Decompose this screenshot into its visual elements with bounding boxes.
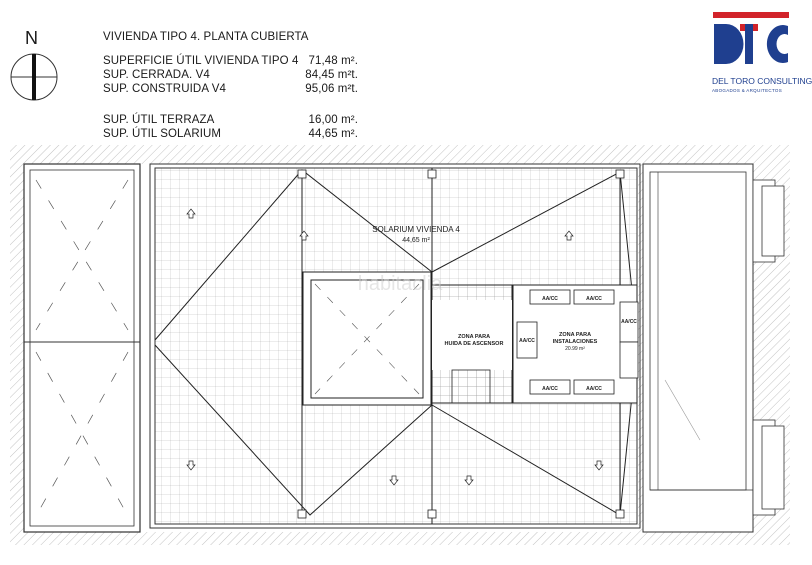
area-row — [103, 54, 363, 68]
installations-area-label: 20.99 m² — [565, 346, 585, 352]
left-patio — [24, 164, 140, 532]
area-label: SUP. CERRADA. V4 — [103, 69, 210, 81]
roof-floor-plan — [0, 140, 800, 565]
installations-label-2: INSTALACIONES — [552, 339, 598, 345]
area-row — [103, 127, 363, 141]
area-row — [103, 68, 363, 82]
installations-label-1: ZONA PARA — [558, 332, 592, 338]
watermark: habitaclia — [357, 273, 443, 295]
area-label: SUPERFICIE ÚTIL VIVIENDA TIPO 4 — [103, 55, 299, 67]
area-value: 44,65 m². — [308, 128, 358, 140]
plan-title: VIVIENDA TIPO 4. PLANTA CUBIERTA — [103, 31, 309, 43]
area-value: 95,06 m²t. — [305, 83, 358, 95]
area-label: SUP. ÚTIL TERRAZA — [103, 114, 215, 126]
area-value: 16,00 m². — [308, 114, 358, 126]
company-name: DEL TORO CONSULTING — [712, 76, 812, 86]
ac-label: AA/CC — [542, 386, 558, 392]
logo-mark-icon — [710, 12, 792, 76]
ac-label: AA/CC — [586, 296, 602, 302]
elevator-zone-label-1: ZONA PARA — [457, 334, 491, 340]
company-tagline: ABOGADOS & ARQUITECTOS — [712, 88, 783, 93]
area-row — [103, 82, 363, 96]
area-list — [103, 54, 363, 141]
area-value: 84,45 m²t. — [305, 69, 358, 81]
ac-label: AA/CC — [542, 296, 558, 302]
compass-icon — [8, 28, 60, 108]
company-logo — [710, 12, 812, 102]
area-label: SUP. ÚTIL SOLARIUM — [103, 128, 222, 140]
ac-label: AA/CC — [519, 338, 535, 344]
elevator-zone-label-2: HUIDA DE ASCENSOR — [444, 341, 504, 347]
ac-label: AA/CC — [586, 386, 602, 392]
north-label: N — [25, 28, 38, 48]
ac-label: AA/CC — [621, 319, 637, 325]
area-label: SUP. CONSTRUIDA V4 — [103, 83, 227, 95]
solarium-area-label: 44,65 m² — [402, 237, 430, 244]
area-value: 71,48 m². — [308, 55, 358, 67]
solarium-label: SOLARIUM VIVIENDA 4 — [372, 225, 460, 234]
north-compass — [8, 28, 60, 108]
area-row — [103, 113, 363, 127]
